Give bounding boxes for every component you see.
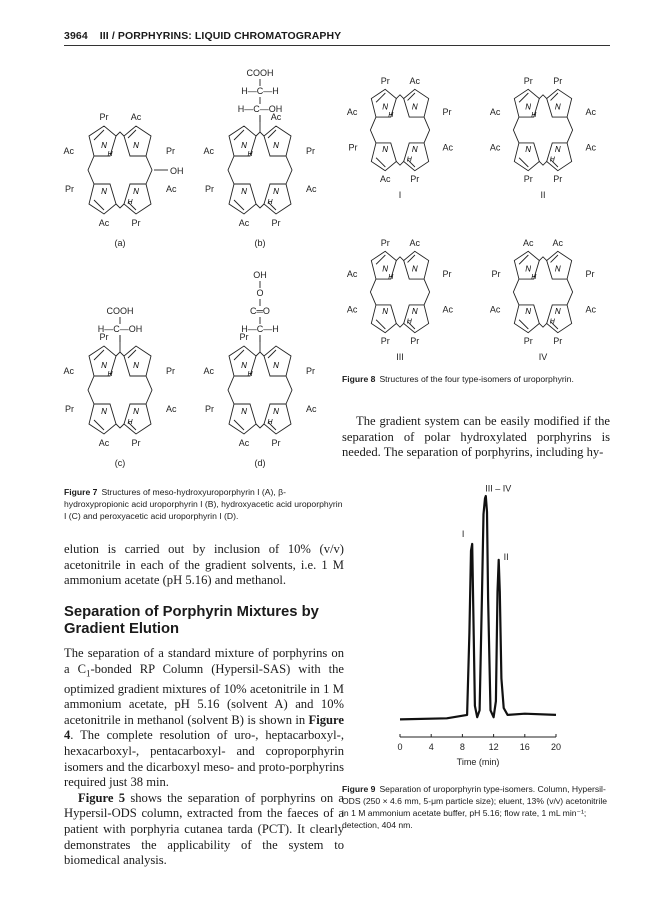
fig7-a-h-1: H xyxy=(107,151,113,158)
fig7-c-substituent-rb: Ac xyxy=(166,404,177,414)
figure-8-caption-text: Structures of the four type-isomers of uroporphyrin. xyxy=(379,374,574,384)
fig8-isomer-1-nitrogen-3: N xyxy=(382,145,389,155)
figure-8-caption xyxy=(342,373,612,385)
fig8-isomer-4-h-2: H xyxy=(549,318,555,326)
fig8-isomer-3-nitrogen-2: N xyxy=(411,264,418,274)
fig7-d-substituent-lt: Ac xyxy=(203,366,214,376)
peak-label-1: I xyxy=(461,529,465,540)
fig7-d-substituent-rb: Ac xyxy=(306,404,317,414)
fig8-isomer-2-nitrogen-2: N xyxy=(554,102,561,112)
fig7-d-nitrogen-1: N xyxy=(241,361,247,370)
fig8-isomer-1-substituent-tl: Pr xyxy=(380,75,390,86)
fig8-isomer-2-substituent-bl: Pr xyxy=(523,173,533,184)
fig7-b-chain-2: H—C—H xyxy=(241,86,279,96)
fig7-c-chain-2: H—C—OH xyxy=(97,324,143,334)
figure-7-caption xyxy=(64,486,346,522)
fig7-d-chain-4: H—C—H xyxy=(241,324,279,334)
fig8-isomer-2-substituent-tr: Pr xyxy=(553,75,563,86)
fig7-c-label: (c) xyxy=(114,458,126,468)
x-tick-label-12: 12 xyxy=(488,742,499,752)
fig7-b-nitrogen-1: N xyxy=(241,141,247,150)
fig8-isomer-4-nitrogen-2: N xyxy=(554,264,561,274)
right-column-text xyxy=(342,414,610,461)
x-tick-label-8: 8 xyxy=(459,742,465,752)
fig7-b-substituent-rt: Pr xyxy=(306,146,315,156)
figure-9-chromatogram xyxy=(342,478,612,778)
fig8-isomer-4-substituent-tl: Ac xyxy=(522,237,534,248)
fig7-b-substituent-tr: Ac xyxy=(270,112,282,122)
fig8-isomer-2-h-2: H xyxy=(549,156,555,164)
fig8-isomer-4-nitrogen-4: N xyxy=(554,307,561,317)
fig7-b-substituent-lt: Ac xyxy=(203,146,214,156)
fig7-a-substituent-bl: Ac xyxy=(98,218,110,228)
fig7-a-substituent-br: Pr xyxy=(131,218,141,228)
fig8-isomer-3-ring xyxy=(370,251,429,332)
fig7-d-chain-2: O xyxy=(256,288,264,298)
fig8-isomer-3-nitrogen-4: N xyxy=(411,307,418,317)
fig7-d-nitrogen-4: N xyxy=(273,407,279,416)
fig8-isomer-1-substituent-rb: Ac xyxy=(442,142,454,153)
fig8-isomer-4-substituent-rb: Ac xyxy=(585,304,597,315)
fig7-b-chain-1: COOH xyxy=(246,68,274,78)
fig8-isomer-1-h-2: H xyxy=(406,156,412,164)
fig7-a-h-2: H xyxy=(127,199,133,206)
figure-8-isomers xyxy=(340,62,620,362)
fig8-isomer-4-h-1: H xyxy=(531,274,537,282)
x-tick-label-0: 0 xyxy=(397,742,403,752)
figure-9-caption xyxy=(342,783,612,831)
fig8-isomer-3-substituent-rt: Pr xyxy=(442,269,452,280)
fig7-c-substituent-br: Pr xyxy=(131,438,141,448)
figure-8-label: Figure 8 xyxy=(342,374,376,384)
fig7-b-substituent-rb: Ac xyxy=(306,184,317,194)
fig7-c-substituent-tl: Pr xyxy=(99,332,109,342)
fig7-b-substituent-bl: Ac xyxy=(238,218,250,228)
fig8-isomer-4-substituent-br: Pr xyxy=(553,335,563,346)
fig8-isomer-2-label: II xyxy=(540,190,546,200)
fig7-d-chain-3: C═O xyxy=(250,306,270,316)
fig8-isomer-1-substituent-br: Pr xyxy=(410,173,420,184)
fig8-isomer-3-substituent-bl: Pr xyxy=(380,335,390,346)
fig7-a-meso-substituent: OH xyxy=(170,166,184,176)
fig7-c-substituent-bl: Ac xyxy=(98,438,110,448)
fig7-a-substituent-rt: Pr xyxy=(166,146,175,156)
fig8-isomer-1-substituent-bl: Ac xyxy=(379,173,391,184)
fig8-isomer-3-substituent-tr: Ac xyxy=(409,237,421,248)
x-tick-label-4: 4 xyxy=(428,742,434,752)
fig8-isomer-3-nitrogen-1: N xyxy=(382,264,389,274)
fig7-b-h-2: H xyxy=(267,199,273,206)
paragraph-gradient-modification: The gradient system can be easily modified if the separation of polar hydroxylated porphyrins is needed. The separation of porphyrins, including hy- xyxy=(342,414,610,460)
fig8-isomer-3-h-1: H xyxy=(388,274,394,282)
fig8-isomer-1-label: I xyxy=(398,190,402,200)
fig7-b-ring xyxy=(228,126,292,214)
peak-label-2: III – IV xyxy=(485,483,512,494)
fig7-b-substituent-br: Pr xyxy=(271,218,281,228)
fig7-a-substituent-rb: Ac xyxy=(166,184,177,194)
fig8-isomer-2-nitrogen-3: N xyxy=(525,145,532,155)
fig8-isomer-3-substituent-lt: Ac xyxy=(346,269,358,280)
fig8-isomer-4-substituent-bl: Pr xyxy=(523,335,533,346)
paragraph-pct: Figure 5 shows the separation of porphyrins on a Hypersil-ODS column, extracted from the faeces of a patient with porphyria cutanea tarda (PCT). It clearly demonstrates the applicability of the system to biomedical analysis. xyxy=(64,790,344,868)
fig7-c-substituent-lt: Ac xyxy=(63,366,74,376)
fig7-c-nitrogen-1: N xyxy=(101,361,107,370)
fig7-a-substituent-tl: Pr xyxy=(99,112,109,122)
fig7-b-substituent-lb: Pr xyxy=(205,184,214,194)
fig7-d-substituent-rt: Pr xyxy=(306,366,315,376)
fig7-c-h-1: H xyxy=(107,371,113,378)
left-column-text-top xyxy=(64,542,344,589)
paragraph-elution: elution is carried out by inclusion of 10% (v/v) acetonitrile in each of the gradient solvents, i.e. 1 M ammonium acetate (pH 5.16) and methanol. xyxy=(64,542,344,588)
x-tick-label-16: 16 xyxy=(519,742,530,752)
fig8-isomer-2-substituent-lt: Ac xyxy=(489,107,501,118)
fig8-isomer-1-substituent-lb: Pr xyxy=(348,142,358,153)
fig8-isomer-4-substituent-lt: Pr xyxy=(491,269,501,280)
figure-7-caption-text: Structures of meso-hydroxyuroporphyrin I (A), β-hydroxypropionic acid uroporphyrin I (B), hydroxyacetic acid uroporphyrin I (C) and peroxyacetic acid uroporphyrin I (D). xyxy=(64,487,343,521)
fig8-isomer-4-substituent-tr: Ac xyxy=(552,237,564,248)
fig8-isomer-3-substituent-lb: Ac xyxy=(346,304,358,315)
figure-7-structures xyxy=(60,60,350,480)
fig7-d-chain-1: OH xyxy=(253,270,267,280)
fig8-isomer-4-substituent-lb: Ac xyxy=(489,304,501,315)
fig7-a-substituent-lb: Pr xyxy=(65,184,74,194)
fig7-a-nitrogen-3: N xyxy=(101,187,107,196)
fig8-isomer-1-nitrogen-2: N xyxy=(411,102,418,112)
fig8-isomer-4-ring xyxy=(513,251,572,332)
fig8-isomer-2-substituent-rb: Ac xyxy=(585,142,597,153)
fig8-isomer-3-h-2: H xyxy=(406,318,412,326)
fig8-isomer-2-nitrogen-1: N xyxy=(525,102,532,112)
fig7-d-nitrogen-3: N xyxy=(241,407,247,416)
fig7-c-substituent-rt: Pr xyxy=(166,366,175,376)
fig8-isomer-1-substituent-rt: Pr xyxy=(442,107,452,118)
fig7-b-label: (b) xyxy=(254,238,266,248)
fig8-isomer-3-substituent-tl: Pr xyxy=(380,237,390,248)
fig8-isomer-2-nitrogen-4: N xyxy=(554,145,561,155)
figure-5-reference[interactable]: Figure 5 xyxy=(78,790,126,805)
header-rule xyxy=(64,45,610,46)
fig8-isomer-3-substituent-rb: Ac xyxy=(442,304,454,315)
fig8-isomer-1-substituent-tr: Ac xyxy=(409,75,421,86)
fig7-c-ring xyxy=(88,346,152,434)
fig8-isomer-4-nitrogen-3: N xyxy=(525,307,532,317)
running-header xyxy=(64,30,610,42)
figure-7-label: Figure 7 xyxy=(64,487,98,497)
fig7-d-label: (d) xyxy=(254,458,266,468)
fig8-isomer-4-substituent-rt: Pr xyxy=(585,269,595,280)
left-column-text-bottom xyxy=(64,646,344,869)
fig7-a-nitrogen-4: N xyxy=(133,187,139,196)
fig7-b-h-1: H xyxy=(247,151,253,158)
page-number: 3964 xyxy=(64,30,88,42)
fig8-isomer-4-nitrogen-1: N xyxy=(525,264,532,274)
fig7-c-nitrogen-4: N xyxy=(133,407,139,416)
fig7-c-chain-1: COOH xyxy=(106,306,134,316)
fig7-d-substituent-tl: Pr xyxy=(239,332,249,342)
fig8-isomer-2-ring xyxy=(513,89,572,170)
fig8-isomer-3-label: III xyxy=(396,352,404,362)
fig7-b-nitrogen-3: N xyxy=(241,187,247,196)
fig7-a-substituent-tr: Ac xyxy=(130,112,142,122)
fig8-isomer-1-nitrogen-4: N xyxy=(411,145,418,155)
fig7-d-nitrogen-2: N xyxy=(273,361,279,370)
fig7-b-nitrogen-4: N xyxy=(273,187,279,196)
fig7-d-substituent-br: Pr xyxy=(271,438,281,448)
peak-label-3: II xyxy=(503,551,509,562)
fig7-c-substituent-lb: Pr xyxy=(65,404,74,414)
figure-4-reference[interactable]: Figure 4 xyxy=(64,712,344,743)
x-axis-label: Time (min) xyxy=(456,757,500,767)
fig8-isomer-1-h-1: H xyxy=(388,112,394,120)
fig8-isomer-2-h-1: H xyxy=(531,112,537,120)
fig7-c-nitrogen-2: N xyxy=(133,361,139,370)
fig8-isomer-3-nitrogen-3: N xyxy=(382,307,389,317)
figure-9-caption-text: Separation of uroporphyrin type-isomers. Column, Hypersil-ODS (250 × 4.6 mm, 5-μm particle size); eluent, 13% (v/v) acetonitrile in 1 M ammonium acetate buffer, pH 5.16; flow rate, 1 mL min⁻¹; detection, 404 nm. xyxy=(342,784,608,830)
fig8-isomer-3-substituent-br: Pr xyxy=(410,335,420,346)
fig7-a-ring xyxy=(88,126,152,214)
fig8-isomer-2-substituent-tl: Pr xyxy=(523,75,533,86)
fig7-c-nitrogen-3: N xyxy=(101,407,107,416)
fig8-isomer-2-substituent-rt: Ac xyxy=(585,107,597,118)
fig7-a-nitrogen-2: N xyxy=(133,141,139,150)
fig7-b-nitrogen-2: N xyxy=(273,141,279,150)
fig7-d-ring xyxy=(228,346,292,434)
fig7-a-substituent-lt: Ac xyxy=(63,146,74,156)
fig8-isomer-2-substituent-br: Pr xyxy=(553,173,563,184)
x-tick-label-20: 20 xyxy=(550,742,562,752)
paragraph-standard-mixture: The separation of a standard mixture of porphyrins on a $C_1$-bonded RP Column (Hypersil-SAS) with the optimized gradient mixtures of 10% acetonitrile in 1 M ammonium acetate, pH 5.16 (solvent A) and 10% acetonitrile in methanol (solvent B) is shown in Figure 4. The complete resolution of uro-, heptacarboxyl-, hexacarboxyl-, pentacarboxyl- and coproporphyrin isomers and the dicarboxyl meso- and proto-porphyrins required just 38 min. xyxy=(64,646,345,790)
fig8-isomer-1-ring xyxy=(370,89,429,170)
figure-9-label: Figure 9 xyxy=(342,784,376,794)
fig7-d-h-1: H xyxy=(247,371,253,378)
fig8-isomer-2-substituent-lb: Ac xyxy=(489,142,501,153)
fig7-b-chain-3: H—C—OH xyxy=(237,104,283,114)
fig7-a-label: (a) xyxy=(114,238,126,248)
fig7-d-substituent-bl: Ac xyxy=(238,438,250,448)
fig7-a-nitrogen-1: N xyxy=(101,141,107,150)
section-heading: Separation of Porphyrin Mixtures by Gradient Elution xyxy=(64,604,319,637)
chromatogram-trace xyxy=(400,496,556,719)
fig8-isomer-1-nitrogen-1: N xyxy=(382,102,389,112)
running-title: III / PORPHYRINS: LIQUID CHROMATOGRAPHY xyxy=(99,30,342,42)
fig8-isomer-1-substituent-lt: Ac xyxy=(346,107,358,118)
fig7-d-h-2: H xyxy=(267,419,273,426)
fig7-d-substituent-lb: Pr xyxy=(205,404,214,414)
fig8-isomer-4-label: IV xyxy=(538,352,548,362)
fig7-c-h-2: H xyxy=(127,419,133,426)
